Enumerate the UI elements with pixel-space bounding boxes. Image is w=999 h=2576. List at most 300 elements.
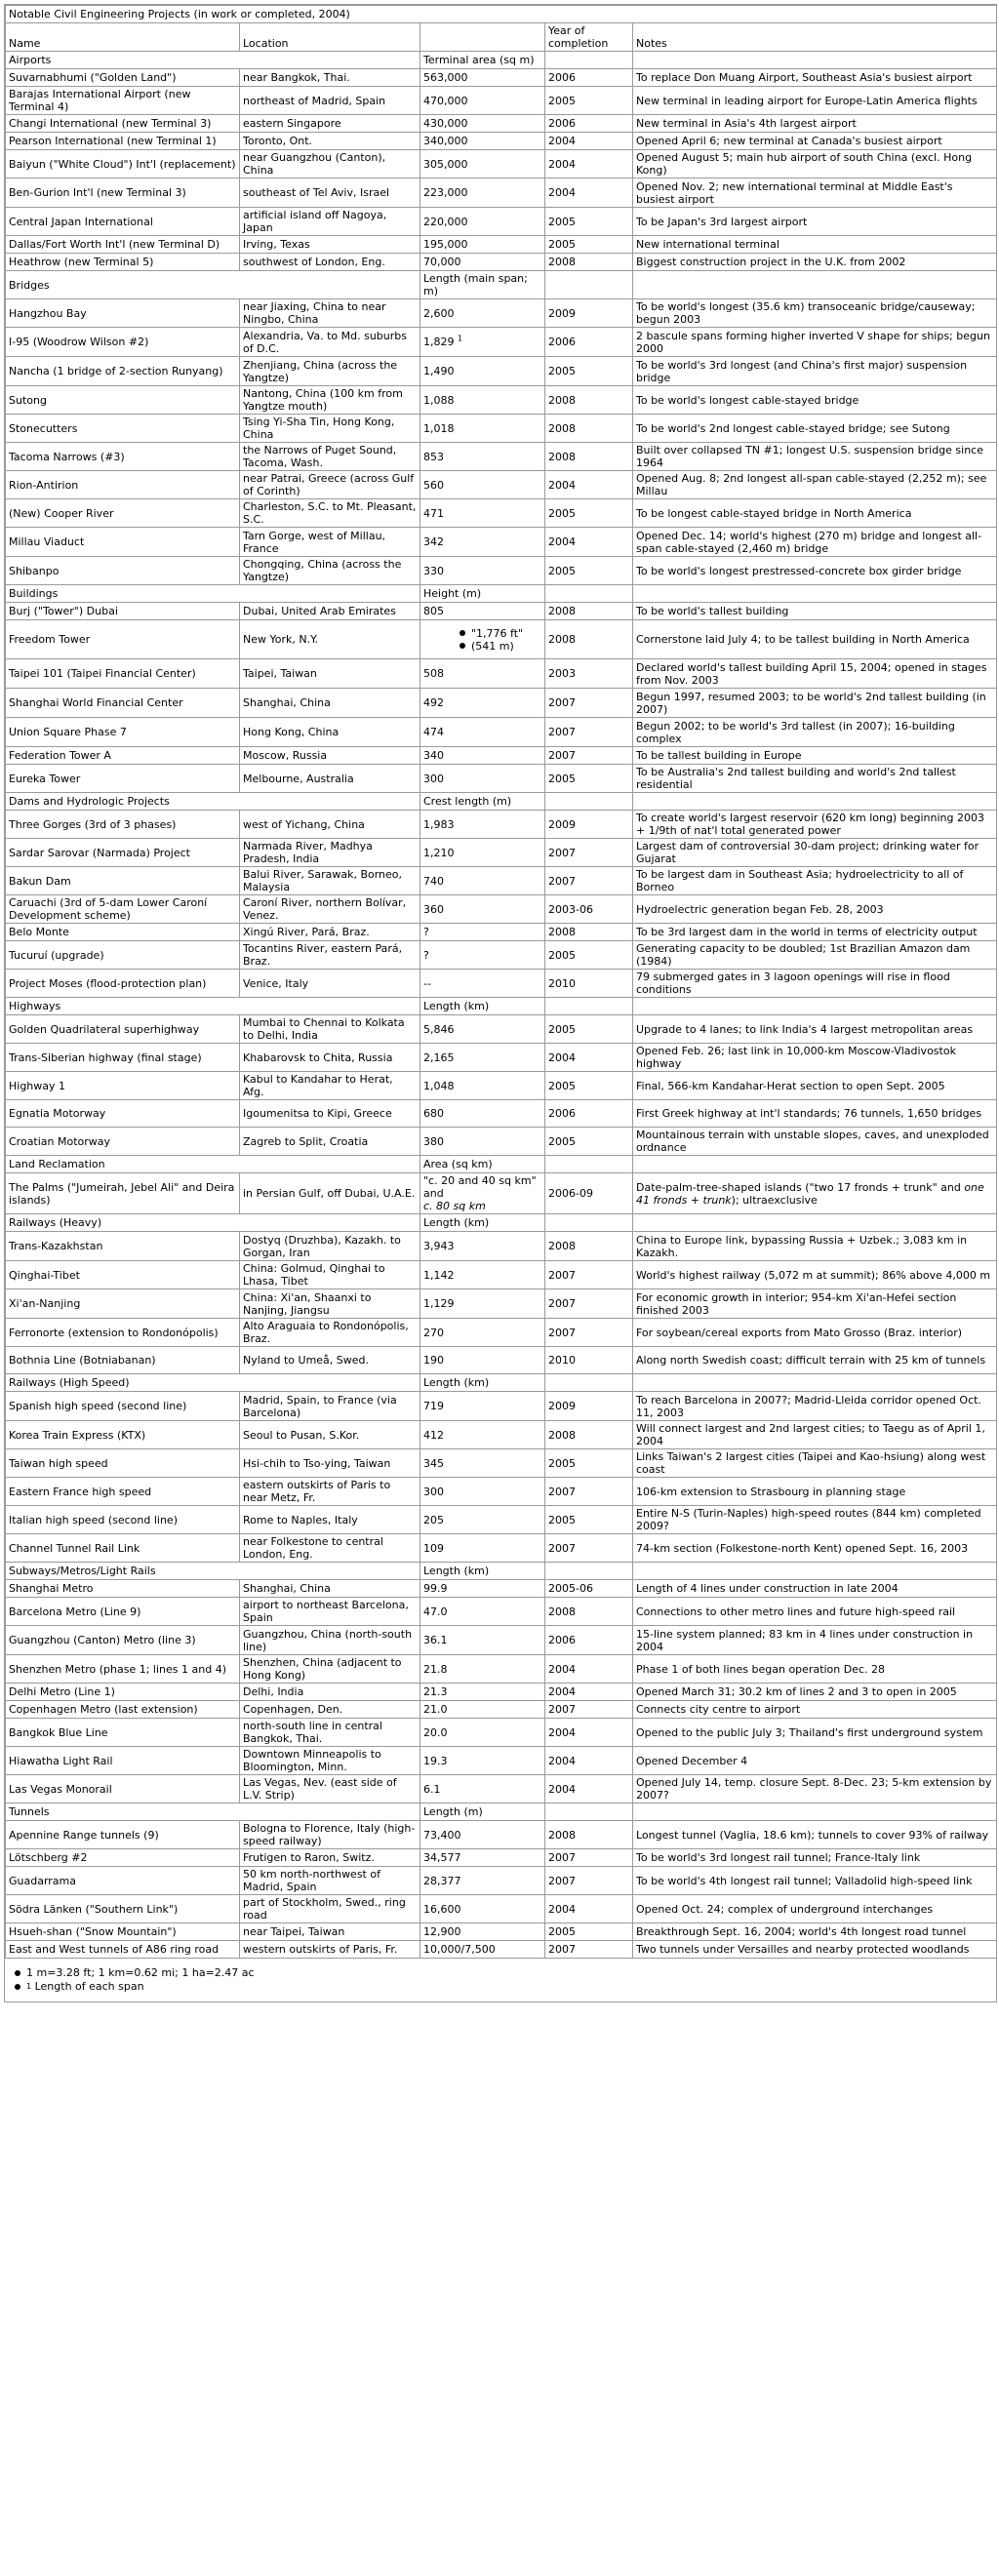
section-row	[6, 1563, 997, 1580]
project-name: Copenhagen Metro (last extension)	[6, 1701, 240, 1719]
section-row	[6, 52, 997, 69]
project-notes: Opened to the public July 3; Thailand's first underground system	[633, 1719, 997, 1747]
project-location: Downtown Minneapolis to Bloomington, Minn.	[240, 1747, 420, 1775]
completion-year: 2005	[545, 941, 633, 970]
completion-year: 2004	[545, 133, 633, 150]
completion-year: 2005	[545, 1072, 633, 1100]
project-name: Tucuruí (upgrade)	[6, 941, 240, 970]
footnote-units-text: 1 m=3.28 ft; 1 km=0.62 mi; 1 ha=2.47 ac	[26, 1966, 255, 1979]
project-name: Channel Tunnel Rail Link	[6, 1534, 240, 1563]
project-location: Shanghai, China	[240, 689, 420, 718]
project-value: 190	[420, 1347, 545, 1374]
section-blank-year	[545, 1214, 633, 1232]
caption-row	[6, 6, 997, 23]
table-row	[6, 443, 997, 471]
span-length: 1,829	[423, 336, 455, 348]
project-value: 73,400	[420, 1821, 545, 1849]
height-meters: (541 m)	[471, 639, 514, 653]
project-value: 1,983	[420, 811, 545, 839]
section-blank-year	[545, 1563, 633, 1580]
completion-year: 2005	[545, 1128, 633, 1156]
table-row	[6, 1867, 997, 1895]
project-location: Alexandria, Va. to Md. suburbs of D.C.	[240, 328, 420, 357]
completion-year: 2010	[545, 970, 633, 998]
project-value: 805	[420, 603, 545, 620]
completion-year: 2007	[545, 1319, 633, 1347]
table-row	[6, 603, 997, 620]
project-value: 853	[420, 443, 545, 471]
completion-year: 2006	[545, 1626, 633, 1655]
project-name: Ferronorte (extension to Rondonópolis)	[6, 1319, 240, 1347]
completion-year: 2004	[545, 1775, 633, 1803]
completion-year: 2008	[545, 415, 633, 443]
section-measure: Length (m)	[420, 1803, 545, 1821]
project-name: Eastern France high speed	[6, 1478, 240, 1506]
project-location: Charleston, S.C. to Mt. Pleasant, S.C.	[240, 499, 420, 528]
project-name: Trans-Kazakhstan	[6, 1232, 240, 1261]
project-location: Kabul to Kandahar to Herat, Afg.	[240, 1072, 420, 1100]
project-location: China: Xi'an, Shaanxi to Nanjing, Jiangsu	[240, 1289, 420, 1319]
project-location: Irving, Texas	[240, 236, 420, 254]
section-title: Highways	[6, 998, 420, 1015]
completion-year: 2008	[545, 1421, 633, 1449]
table-row	[6, 1015, 997, 1044]
completion-year: 2008	[545, 924, 633, 941]
project-notes: Built over collapsed TN #1; longest U.S. suspension bridge since 1964	[633, 443, 997, 471]
project-name: Barcelona Metro (Line 9)	[6, 1598, 240, 1626]
notes-italic: one 41 fronds + trunk	[636, 1180, 984, 1207]
project-notes: Length of 4 lines under construction in late 2004	[633, 1580, 997, 1598]
project-value: 6.1	[420, 1775, 545, 1803]
project-value: 719	[420, 1392, 545, 1421]
project-value: 2,600	[420, 299, 545, 328]
section-row	[6, 1374, 997, 1392]
section-blank-notes	[633, 793, 997, 811]
completion-year: 2007	[545, 1701, 633, 1719]
project-notes: Connects city centre to airport	[633, 1701, 997, 1719]
table-row	[6, 1449, 997, 1478]
project-notes: Opened August 5; main hub airport of south China (excl. Hong Kong)	[633, 150, 997, 178]
project-notes: To be world's longest prestressed-concrete box girder bridge	[633, 557, 997, 585]
table-row	[6, 1775, 997, 1803]
table-row	[6, 765, 997, 793]
completion-year: 2003-06	[545, 895, 633, 924]
project-notes: Cornerstone laid July 4; to be tallest building in North America	[633, 620, 997, 659]
project-name: Barajas International Airport (new Terminal 4)	[6, 87, 240, 115]
project-name: (New) Cooper River	[6, 499, 240, 528]
project-value: 195,000	[420, 236, 545, 254]
completion-year: 2007	[545, 718, 633, 747]
project-name: Union Square Phase 7	[6, 718, 240, 747]
project-location: southeast of Tel Aviv, Israel	[240, 178, 420, 208]
table-row	[6, 924, 997, 941]
project-notes: Biggest construction project in the U.K. from 2002	[633, 254, 997, 271]
area-text-italic: c. 80 sq km	[423, 1200, 486, 1212]
project-notes: Entire N-S (Turin-Naples) high-speed routes (844 km) completed 2009?	[633, 1506, 997, 1534]
project-value: 28,377	[420, 1867, 545, 1895]
project-location: artificial island off Nagoya, Japan	[240, 208, 420, 236]
project-location: Dubai, United Arab Emirates	[240, 603, 420, 620]
project-value: 1,142	[420, 1261, 545, 1289]
completion-year: 2007	[545, 747, 633, 765]
table-row	[6, 1128, 997, 1156]
table-row	[6, 1261, 997, 1289]
project-name: East and West tunnels of A86 ring road	[6, 1941, 240, 1959]
project-value: 1,018	[420, 415, 545, 443]
project-name: Apennine Range tunnels (9)	[6, 1821, 240, 1849]
project-name: Bothnia Line (Botniabanan)	[6, 1347, 240, 1374]
project-value: 345	[420, 1449, 545, 1478]
project-name: Project Moses (flood-protection plan)	[6, 970, 240, 998]
project-location: Las Vegas, Nev. (east side of L.V. Strip)	[240, 1775, 420, 1803]
project-value: 220,000	[420, 208, 545, 236]
project-location: Melbourne, Australia	[240, 765, 420, 793]
project-name: Bakun Dam	[6, 867, 240, 895]
project-notes: To be world's 2nd longest cable-stayed bridge; see Sutong	[633, 415, 997, 443]
project-location: 50 km north-northwest of Madrid, Spain	[240, 1867, 420, 1895]
table-row	[6, 747, 997, 765]
project-notes: Begun 1997, resumed 2003; to be world's 2nd tallest building (in 2007)	[633, 689, 997, 718]
project-value: 16,600	[420, 1895, 545, 1923]
table-row	[6, 236, 997, 254]
section-measure: Length (km)	[420, 1214, 545, 1232]
project-notes: Generating capacity to be doubled; 1st Brazilian Amazon dam (1984)	[633, 941, 997, 970]
table-caption: Notable Civil Engineering Projects (in work or completed, 2004)	[6, 6, 997, 23]
project-value: 563,000	[420, 69, 545, 87]
project-value: 21.0	[420, 1701, 545, 1719]
table-row	[6, 1684, 997, 1701]
section-row	[6, 793, 997, 811]
completion-year: 2007	[545, 1867, 633, 1895]
project-value: --	[420, 970, 545, 998]
bullet-icon	[15, 1984, 20, 1990]
table-row	[6, 867, 997, 895]
section-title: Bridges	[6, 271, 420, 299]
table-row	[6, 718, 997, 747]
table-row	[6, 528, 997, 557]
project-notes: Phase 1 of both lines began operation Dec. 28	[633, 1655, 997, 1684]
project-name: The Palms ("Jumeirah, Jebel Ali" and Deira islands)	[6, 1173, 240, 1214]
project-location: Chongqing, China (across the Yangtze)	[240, 557, 420, 585]
footnote-span-text: Length of each span	[34, 1980, 144, 1993]
completion-year: 2004	[545, 1719, 633, 1747]
section-blank-notes	[633, 1563, 997, 1580]
section-title: Land Reclamation	[6, 1156, 420, 1173]
header-location: Location	[240, 23, 420, 52]
project-notes: Breakthrough Sept. 16, 2004; world's 4th longest road tunnel	[633, 1923, 997, 1941]
project-location: Hsi-chih to Tso-ying, Taiwan	[240, 1449, 420, 1478]
section-blank-year	[545, 793, 633, 811]
project-notes: Opened March 31; 30.2 km of lines 2 and 3 to open in 2005	[633, 1684, 997, 1701]
project-location: near Jiaxing, China to near Ningbo, China	[240, 299, 420, 328]
project-notes: Will connect largest and 2nd largest cities; to Taegu as of April 1, 2004	[633, 1421, 997, 1449]
project-value: 99.9	[420, 1580, 545, 1598]
project-name: Shanghai World Financial Center	[6, 689, 240, 718]
header-row	[6, 23, 997, 52]
completion-year: 2007	[545, 1478, 633, 1506]
project-location: Shenzhen, China (adjacent to Hong Kong)	[240, 1655, 420, 1684]
project-name: Sutong	[6, 386, 240, 415]
project-notes: Largest dam of controversial 30-dam project; drinking water for Gujarat	[633, 839, 997, 867]
section-measure: Crest length (m)	[420, 793, 545, 811]
project-notes: 15-line system planned; 83 km in 4 lines under construction in 2004	[633, 1626, 997, 1655]
project-notes: 74-km section (Folkestone-north Kent) opened Sept. 16, 2003	[633, 1534, 997, 1563]
table-row	[6, 299, 997, 328]
projects-table	[5, 5, 997, 1959]
project-notes: To be world's 3rd longest (and China's first major) suspension bridge	[633, 357, 997, 386]
completion-year: 2005	[545, 499, 633, 528]
table-row	[6, 1598, 997, 1626]
table-row	[6, 1421, 997, 1449]
table-row	[6, 1392, 997, 1421]
completion-year: 2006	[545, 328, 633, 357]
project-notes: 79 submerged gates in 3 lagoon openings will rise in flood conditions	[633, 970, 997, 998]
table-row	[6, 1072, 997, 1100]
completion-year: 2005	[545, 1506, 633, 1534]
footnotes	[5, 1959, 996, 2001]
completion-year: 2005	[545, 1923, 633, 1941]
project-notes: World's highest railway (5,072 m at summit); 86% above 4,000 m	[633, 1261, 997, 1289]
project-notes: To be world's tallest building	[633, 603, 997, 620]
project-name: Italian high speed (second line)	[6, 1506, 240, 1534]
project-value: 1,210	[420, 839, 545, 867]
table-row	[6, 357, 997, 386]
completion-year: 2007	[545, 1849, 633, 1867]
completion-year: 2004	[545, 471, 633, 499]
table-row	[6, 1941, 997, 1959]
bullet-icon	[15, 1970, 20, 1976]
project-value: 70,000	[420, 254, 545, 271]
completion-year: 2007	[545, 689, 633, 718]
completion-year: 2009	[545, 1392, 633, 1421]
completion-year: 2005	[545, 1449, 633, 1478]
project-value: 412	[420, 1421, 545, 1449]
project-name: Shanghai Metro	[6, 1580, 240, 1598]
table-row	[6, 499, 997, 528]
table-row	[6, 1506, 997, 1534]
project-value: 2,165	[420, 1044, 545, 1072]
section-row	[6, 1803, 997, 1821]
project-name: Stonecutters	[6, 415, 240, 443]
completion-year: 2005	[545, 236, 633, 254]
section-blank-notes	[633, 1374, 997, 1392]
projects-table-frame	[4, 4, 997, 2002]
table-row	[6, 208, 997, 236]
project-notes: To be world's 4th longest rail tunnel; Valladolid high-speed link	[633, 1867, 997, 1895]
notes-tail: ); ultraexclusive	[731, 1193, 818, 1207]
project-location: Hong Kong, China	[240, 718, 420, 747]
project-value: 430,000	[420, 115, 545, 133]
project-name: Freedom Tower	[6, 620, 240, 659]
project-value: 360	[420, 895, 545, 924]
project-name: Qinghai-Tibet	[6, 1261, 240, 1289]
project-location: part of Stockholm, Swed., ring road	[240, 1895, 420, 1923]
completion-year: 2004	[545, 178, 633, 208]
project-name: Shibanpo	[6, 557, 240, 585]
project-name: Dallas/Fort Worth Int'l (new Terminal D)	[6, 236, 240, 254]
project-notes: Upgrade to 4 lanes; to link India's 4 largest metropolitan areas	[633, 1015, 997, 1044]
project-notes: Opened December 4	[633, 1747, 997, 1775]
project-location: Zhenjiang, China (across the Yangtze)	[240, 357, 420, 386]
project-location: Tarn Gorge, west of Millau, France	[240, 528, 420, 557]
section-blank-notes	[633, 585, 997, 603]
project-notes: Longest tunnel (Vaglia, 18.6 km); tunnels to cover 93% of railway	[633, 1821, 997, 1849]
project-value: 36.1	[420, 1626, 545, 1655]
table-row	[6, 1849, 997, 1867]
table-row	[6, 133, 997, 150]
project-notes: To replace Don Muang Airport, Southeast Asia's busiest airport	[633, 69, 997, 87]
project-name: Ben-Gurion Int'l (new Terminal 3)	[6, 178, 240, 208]
project-value: 3,943	[420, 1232, 545, 1261]
section-row	[6, 1156, 997, 1173]
project-value: 5,846	[420, 1015, 545, 1044]
completion-year: 2007	[545, 1534, 633, 1563]
project-name: Burj ("Tower") Dubai	[6, 603, 240, 620]
project-name: Golden Quadrilateral superhighway	[6, 1015, 240, 1044]
project-notes: To be 3rd largest dam in the world in terms of electricity output	[633, 924, 997, 941]
table-row	[6, 115, 997, 133]
project-value: 492	[420, 689, 545, 718]
table-row	[6, 1319, 997, 1347]
project-location: Balui River, Sarawak, Borneo, Malaysia	[240, 867, 420, 895]
section-blank-notes	[633, 1156, 997, 1173]
project-notes: To reach Barcelona in 2007?; Madrid-Lleida corridor opened Oct. 11, 2003	[633, 1392, 997, 1421]
completion-year: 2008	[545, 620, 633, 659]
project-name: Baiyun ("White Cloud") Int'l (replacement)	[6, 150, 240, 178]
project-location: the Narrows of Puget Sound, Tacoma, Wash.	[240, 443, 420, 471]
project-location: north-south line in central Bangkok, Thai.	[240, 1719, 420, 1747]
bullet-icon	[460, 630, 465, 636]
span-footnote-marker: 1	[458, 334, 463, 343]
project-notes: China to Europe link, bypassing Russia + Uzbek.; 3,083 km in Kazakh.	[633, 1232, 997, 1261]
section-measure: Length (km)	[420, 1374, 545, 1392]
project-location: airport to northeast Barcelona, Spain	[240, 1598, 420, 1626]
completion-year: 2005	[545, 208, 633, 236]
table-body	[6, 6, 997, 1959]
project-location: Mumbai to Chennai to Kolkata to Delhi, India	[240, 1015, 420, 1044]
section-blank-year	[545, 52, 633, 69]
section-blank-year	[545, 1374, 633, 1392]
project-value: 1,088	[420, 386, 545, 415]
project-notes: Opened Nov. 2; new international terminal at Middle East's busiest airport	[633, 178, 997, 208]
project-name: Caruachi (3rd of 5-dam Lower Caroní Development scheme)	[6, 895, 240, 924]
project-name: Spanish high speed (second line)	[6, 1392, 240, 1421]
completion-year: 2007	[545, 1941, 633, 1959]
project-name: Trans-Siberian highway (final stage)	[6, 1044, 240, 1072]
project-name: Sardar Sarovar (Narmada) Project	[6, 839, 240, 867]
section-row	[6, 585, 997, 603]
completion-year: 2005	[545, 87, 633, 115]
project-value: 300	[420, 1478, 545, 1506]
project-value: 34,577	[420, 1849, 545, 1867]
completion-year: 2004	[545, 1747, 633, 1775]
header-name: Name	[6, 23, 240, 52]
project-name: Egnatia Motorway	[6, 1100, 240, 1128]
section-measure: Height (m)	[420, 585, 545, 603]
table-row	[6, 1923, 997, 1941]
project-location: Igoumenitsa to Kipi, Greece	[240, 1100, 420, 1128]
section-row	[6, 1214, 997, 1232]
project-value: 508	[420, 659, 545, 689]
section-measure: Length (km)	[420, 1563, 545, 1580]
project-value: 330	[420, 557, 545, 585]
completion-year: 2004	[545, 1655, 633, 1684]
project-name: Taipei 101 (Taipei Financial Center)	[6, 659, 240, 689]
area-text: "c. 20 and 40 sq km" and	[423, 1174, 537, 1200]
project-value: 10,000/7,500	[420, 1941, 545, 1959]
section-measure: Terminal area (sq m)	[420, 52, 545, 69]
project-location: Madrid, Spain, to France (via Barcelona)	[240, 1392, 420, 1421]
project-value: 474	[420, 718, 545, 747]
project-location: Narmada River, Madhya Pradesh, India	[240, 839, 420, 867]
project-location: in Persian Gulf, off Dubai, U.A.E.	[240, 1173, 420, 1214]
project-value: 47.0	[420, 1598, 545, 1626]
project-location: Alto Araguaia to Rondonópolis, Braz.	[240, 1319, 420, 1347]
project-notes: Connections to other metro lines and future high-speed rail	[633, 1598, 997, 1626]
project-name: Belo Monte	[6, 924, 240, 941]
project-value: 342	[420, 528, 545, 557]
header-year: Year of completion	[545, 23, 633, 52]
project-value: 21.8	[420, 1655, 545, 1684]
project-name: Xi'an-Nanjing	[6, 1289, 240, 1319]
project-location: western outskirts of Paris, Fr.	[240, 1941, 420, 1959]
section-title: Tunnels	[6, 1803, 420, 1821]
table-row	[6, 471, 997, 499]
project-location: near Taipei, Taiwan	[240, 1923, 420, 1941]
project-location: eastern outskirts of Paris to near Metz, Fr.	[240, 1478, 420, 1506]
project-location: southwest of London, Eng.	[240, 254, 420, 271]
project-name: Pearson International (new Terminal 1)	[6, 133, 240, 150]
project-location: Venice, Italy	[240, 970, 420, 998]
project-value: 340	[420, 747, 545, 765]
project-value: 1,490	[420, 357, 545, 386]
project-notes: To be longest cable-stayed bridge in North America	[633, 499, 997, 528]
project-notes: Links Taiwan's 2 largest cities (Taipei and Kao-hsiung) along west coast	[633, 1449, 997, 1478]
project-name: Lötschberg #2	[6, 1849, 240, 1867]
table-row	[6, 557, 997, 585]
project-location: Nantong, China (100 km from Yangtze mouth)	[240, 386, 420, 415]
table-row	[6, 1719, 997, 1747]
project-location: Zagreb to Split, Croatia	[240, 1128, 420, 1156]
completion-year: 2005	[545, 357, 633, 386]
table-row	[6, 1478, 997, 1506]
project-notes: Along north Swedish coast; difficult terrain with 25 km of tunnels	[633, 1347, 997, 1374]
project-value: 340,000	[420, 133, 545, 150]
project-name: Shenzhen Metro (phase 1; lines 1 and 4)	[6, 1655, 240, 1684]
project-location: Dostyq (Druzhba), Kazakh. to Gorgan, Iran	[240, 1232, 420, 1261]
project-value: 20.0	[420, 1719, 545, 1747]
project-notes: For economic growth in interior; 954-km Xi'an-Hefei section finished 2003	[633, 1289, 997, 1319]
project-notes: Opened Oct. 24; complex of underground interchanges	[633, 1895, 997, 1923]
section-row	[6, 271, 997, 299]
project-value	[420, 328, 545, 357]
section-title: Railways (Heavy)	[6, 1214, 420, 1232]
project-notes: Final, 566-km Kandahar-Herat section to open Sept. 2005	[633, 1072, 997, 1100]
project-location: Caroní River, northern Bolívar, Venez.	[240, 895, 420, 924]
section-blank-notes	[633, 1214, 997, 1232]
section-blank-notes	[633, 1803, 997, 1821]
section-title: Buildings	[6, 585, 420, 603]
project-value: 12,900	[420, 1923, 545, 1941]
project-location: Taipei, Taiwan	[240, 659, 420, 689]
project-name: Eureka Tower	[6, 765, 240, 793]
project-notes: Declared world's tallest building April 15, 2004; opened in stages from Nov. 2003	[633, 659, 997, 689]
project-name: Suvarnabhumi ("Golden Land")	[6, 69, 240, 87]
project-value: 470,000	[420, 87, 545, 115]
section-blank-notes	[633, 998, 997, 1015]
height-feet: "1,776 ft"	[471, 626, 524, 640]
table-row	[6, 386, 997, 415]
